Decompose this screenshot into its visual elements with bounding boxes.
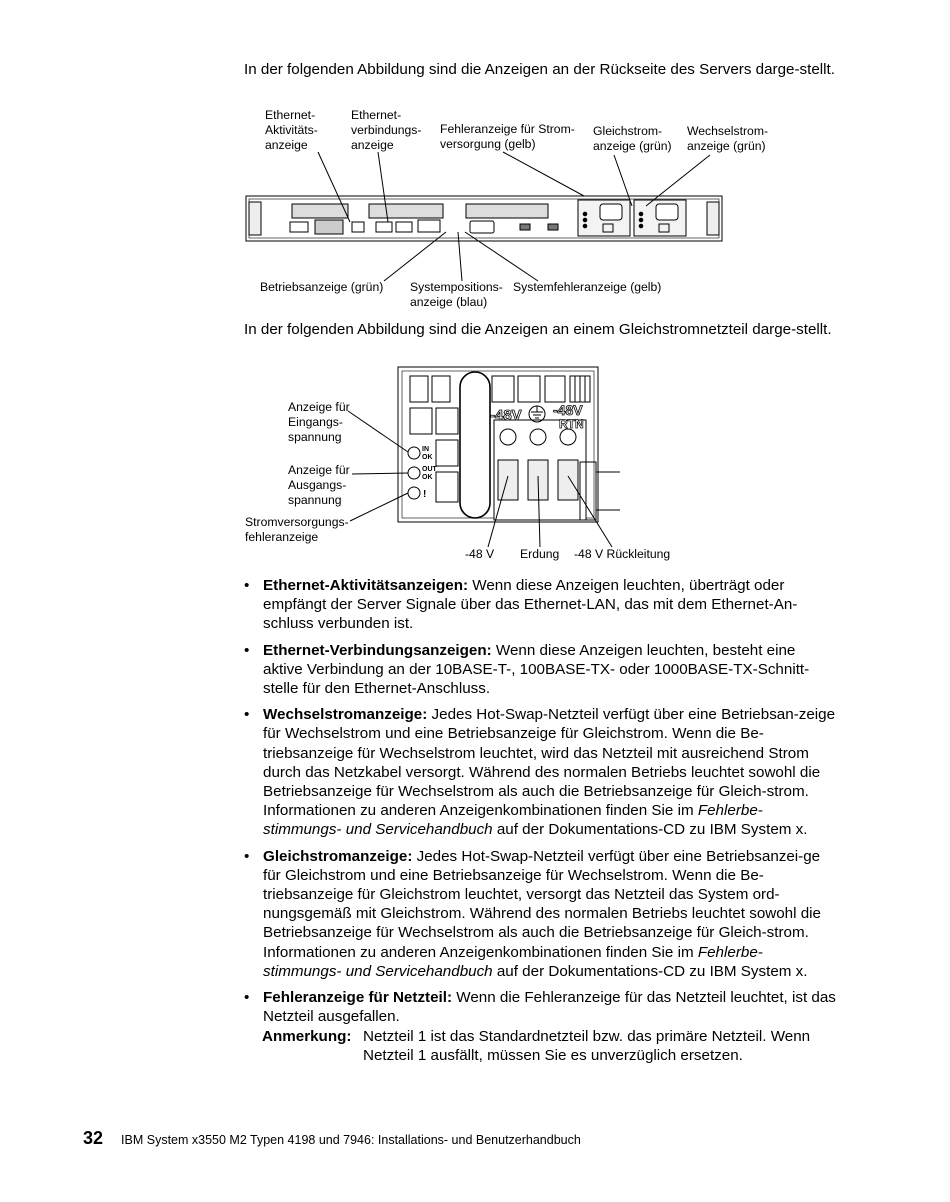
label-minus48: -48 V xyxy=(465,547,495,561)
panel-text-in-ok: OK xyxy=(422,454,433,461)
panel-text-in: IN xyxy=(422,446,429,453)
page-number: 32 xyxy=(83,1128,104,1148)
label-locator: Systempositions- anzeige (blau) xyxy=(410,280,503,309)
note-label: Anmerkung: xyxy=(262,1028,352,1045)
note-text: Netzteil 1 ist das Standardnetzteil bzw. das primäre Netzteil. Wenn Netzteil 1 ausfällt, müssen Sie es unverzüglich ersetzen. xyxy=(363,1028,811,1065)
list-item: • Wechselstromanzeige: Jedes Hot-Swap-Netzteil verfügt über eine Betriebsan-zeige für Wechselstrom und eine Betriebsanzeige für Gleichstrom. Wenn die Be-triebsanzeige für Wechselstrom leuchtet, wird das Netzteil mit ausreichend Strom durch das Netzkabel versorgt. Während des normalen Betriebs leuchtet sowohl die Betriebsanzeige für Wechselstrom als auch die Betriebsanzeige für Gleich-strom. Informationen zu anderen Anzeigenkombinationen finden Sie im Fehlerbe-stimmungs- und Servicehandbuch auf der Dokumentations-CD zu IBM System x. xyxy=(244,705,836,839)
list-item: • Gleichstromanzeige: Jedes Hot-Swap-Netzteil verfügt über eine Betriebsanzei-ge für Gleichstrom und eine Betriebsanzeige für Wechselstrom. Wenn die Be-triebsanzeige für Gleichstrom leuchtet, versorgt das Netzteil das System ord-nungsgemäß mit Gleichstrom. Während des normalen Betriebs leuchtet sowohl die Betriebsanzeige für Wechselstrom als auch die Betriebsanzeige für Gleich-strom. Informationen zu anderen Anzeigenkombinationen finden Sie im Fehlerbe-stimmungs- und Servicehandbuch auf der Dokumentations-CD zu IBM System x. xyxy=(244,847,836,981)
panel-text-fault: ! xyxy=(423,489,427,500)
label-ethernet-link: Ethernet- verbindungs- anzeige xyxy=(351,108,422,152)
list-item: • Fehleranzeige für Netzteil: Wenn die Fehleranzeige für das Netzteil leuchtet, ist das Netzteil ausgefallen. xyxy=(244,988,836,1026)
label-output-voltage: Anzeige für Ausgangs- spannung xyxy=(288,463,350,507)
list-item: • Ethernet-Aktivitätsanzeigen: Wenn diese Anzeigen leuchten, überträgt oder empfängt der Server Signale über das Ethernet-LAN, das mit dem Ethernet-An-schluss verbunden ist. xyxy=(244,576,836,634)
page-footer xyxy=(83,1128,581,1149)
intro-paragraph-2: In der folgenden Abbildung sind die Anzeigen an einem Gleichstromnetzteil darge-stellt. xyxy=(244,321,832,338)
intro-paragraph-1: In der folgenden Abbildung sind die Anzeigen an der Rückseite des Servers darge-stellt. xyxy=(244,61,835,78)
footer-title: IBM System x3550 M2 Typen 4198 und 7946: Installations- und Benutzerhandbuch xyxy=(121,1133,581,1147)
note xyxy=(262,1027,837,1065)
label-system-error: Systemfehleranzeige (gelb) xyxy=(513,280,662,294)
indicator-list xyxy=(244,576,836,1033)
list-item: • Ethernet-Verbindungsanzeigen: Wenn diese Anzeigen leuchten, besteht eine aktive Verbindung an der 10BASE-T-, 100BASE-TX- oder 1000BASE-TX-Schnitt-stelle für den Ethernet-Anschluss. xyxy=(244,641,836,699)
panel-text-out: OUT xyxy=(422,466,437,473)
panel-text-return-top: -48V xyxy=(553,402,583,418)
label-ethernet-activity: Ethernet- Aktivitäts- anzeige xyxy=(265,108,318,152)
panel-text-return-bottom: RTN xyxy=(559,417,584,431)
label-dc-power: Gleichstrom- anzeige (grün) xyxy=(593,124,672,153)
panel-text-out-ok: OK xyxy=(422,474,433,481)
label-ground: Erdung xyxy=(520,547,560,561)
label-ac-power: Wechselstrom- anzeige (grün) xyxy=(687,124,769,153)
panel-text-minus48: -48V xyxy=(490,407,522,424)
label-return48: -48 V Rückleitung xyxy=(574,547,671,561)
label-power-on: Betriebsanzeige (grün) xyxy=(260,280,384,294)
dc-psu-drawing xyxy=(0,0,950,570)
label-input-voltage: Anzeige für Eingangs- spannung xyxy=(288,400,350,444)
label-psu-error: Stromversorgungs- fehleranzeige xyxy=(245,515,349,544)
label-psu-fault: Fehleranzeige für Strom- versorgung (gelb) xyxy=(440,122,575,151)
